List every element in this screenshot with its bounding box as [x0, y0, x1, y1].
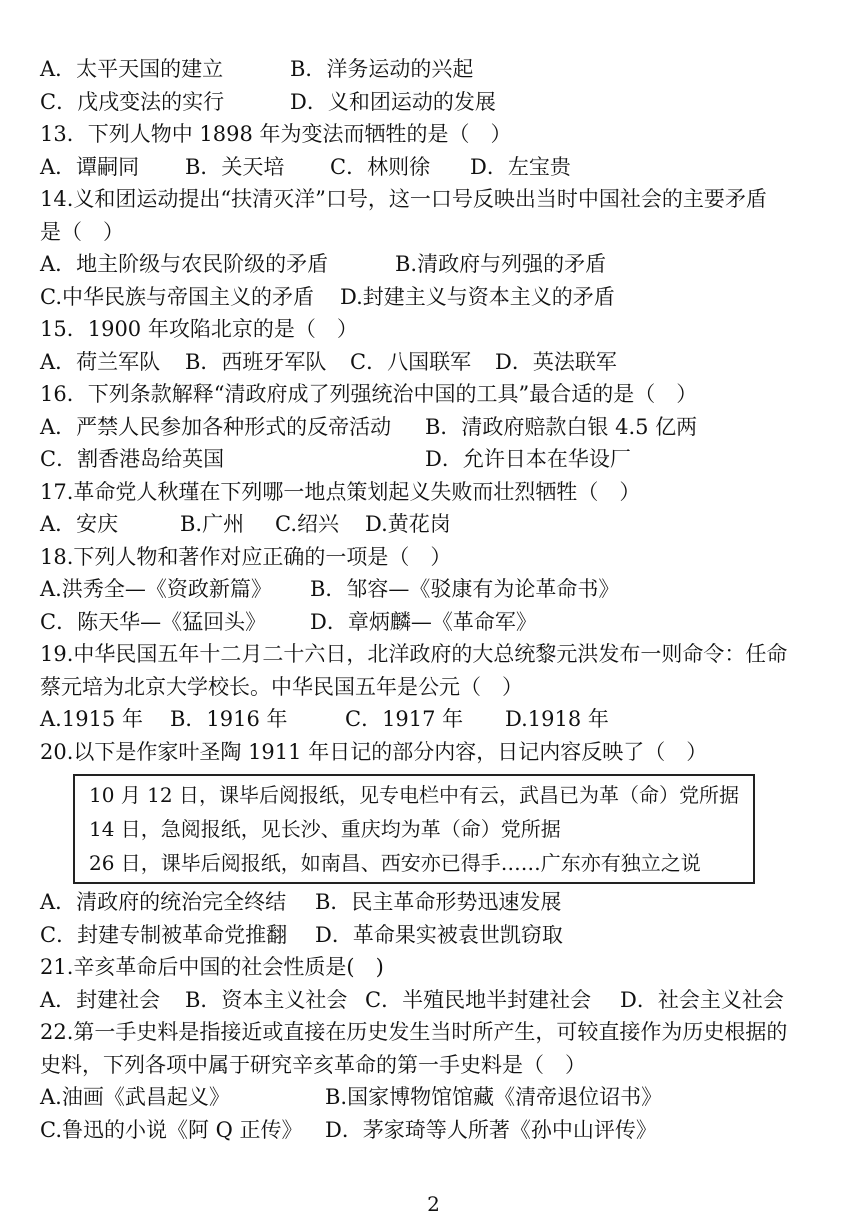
option: B.清政府与列强的矛盾	[395, 252, 607, 276]
option: D．章炳麟—《革命军》	[310, 609, 537, 634]
option: D．革命果实被袁世凯窃取	[315, 922, 563, 947]
option: A．封建社会	[40, 987, 161, 1012]
option: B．清政府赔款白银 4.5 亿两	[425, 414, 698, 439]
option: A．荷兰军队	[40, 349, 161, 374]
option: C.中华民族与帝国主义的矛盾	[40, 284, 314, 309]
question-text: 18.下列人物和著作对应正确的一项是（ ）	[40, 544, 452, 569]
option-row	[40, 1081, 840, 1113]
option: D.封建主义与资本主义的矛盾	[340, 284, 615, 309]
option-row	[40, 86, 840, 118]
option: D.1918 年	[505, 707, 609, 731]
option: A．安庆	[40, 512, 119, 536]
option: B．资本主义社会	[185, 987, 348, 1012]
option-row	[40, 281, 840, 313]
option: D．茅家琦等人所著《孙中山评传》	[325, 1117, 657, 1142]
option: B.广州	[180, 512, 245, 536]
option: B.国家博物馆馆藏《清帝退位诏书》	[325, 1085, 663, 1109]
option: D．左宝贵	[470, 154, 571, 179]
option-row	[40, 1114, 840, 1146]
option: B．洋务运动的兴起	[290, 57, 474, 81]
question-text: 13．下列人物中 1898 年为变法而牺牲的是（ ）	[40, 122, 512, 146]
option-row	[40, 703, 840, 735]
option-row	[40, 411, 840, 443]
option: B．1916 年	[170, 707, 288, 731]
option-row	[40, 346, 840, 378]
option: C．封建专制被革命党推翻	[40, 922, 288, 947]
option: A．清政府的统治完全终结	[40, 890, 287, 914]
option: D.黄花岗	[365, 512, 451, 536]
question-text: 22.第一手史料是指接近或直接在历史发生当时所产生，可较直接作为历史根据的	[40, 1020, 788, 1044]
question-text: 21.辛亥革命后中国的社会性质是( )	[40, 955, 384, 979]
diary-quote-box	[73, 774, 755, 884]
diary-line: 14 日，急阅报纸，见长沙、重庆均为革（命）党所据	[89, 817, 561, 841]
option: C．八国联军	[350, 349, 472, 374]
question-text: 史料，下列各项中属于研究辛亥革命的第一手史料是（ ）	[40, 1052, 586, 1077]
option-row	[40, 248, 840, 280]
option: D．英法联军	[495, 349, 617, 374]
option: B．民主革命形势迅速发展	[315, 890, 562, 914]
question-text: 19.中华民国五年十二月二十六日，北洋政府的大总统黎元洪发布一则命令：任命	[40, 642, 788, 666]
option: A．严禁人民参加各种形式的反帝活动	[40, 414, 392, 439]
diary-line: 26 日，课毕后阅报纸，如南昌、西安亦已得手……广东亦有独立之说	[89, 851, 701, 875]
option-row	[40, 606, 840, 638]
option: C．陈天华—《猛回头》	[40, 609, 267, 634]
option: A.1915 年	[40, 707, 143, 731]
option-row	[40, 443, 840, 475]
question-text: 16．下列条款解释“清政府成了列强统治中国的工具”最合适的是（ ）	[40, 382, 698, 406]
option: C．半殖民地半封建社会	[365, 987, 592, 1012]
option: A．太平天国的建立	[40, 57, 224, 81]
option: C．戊戌变法的实行	[40, 89, 225, 114]
option: C．林则徐	[330, 154, 431, 179]
question-text: 15．1900 年攻陷北京的是（ ）	[40, 317, 358, 341]
option: B．邹容—《驳康有为论革命书》	[310, 577, 620, 601]
page-number: 2	[427, 1192, 440, 1216]
question-text: 14.义和团运动提出“扶清灭洋”口号，这一口号反映出当时中国社会的主要矛盾	[40, 187, 767, 211]
option-row	[40, 151, 840, 183]
option: D．义和团运动的发展	[290, 89, 496, 114]
option: A．谭嗣同	[40, 154, 140, 179]
option-row	[40, 53, 840, 85]
question-text: 蔡元培为北京大学校长。中华民国五年是公元（ ）	[40, 674, 523, 699]
option: C.绍兴	[275, 512, 339, 536]
option: A．地主阶级与农民阶级的矛盾	[40, 252, 329, 276]
option: B．西班牙军队	[185, 349, 327, 374]
diary-line: 10 月 12 日，课毕后阅报纸，见专电栏中有云，武昌已为革（命）党所据	[89, 783, 739, 807]
option: B．关天培	[185, 154, 285, 179]
option-row	[40, 919, 840, 951]
question-text: 20.以下是作家叶圣陶 1911 年日记的部分内容，日记内容反映了（ ）	[40, 739, 708, 764]
question-text: 是（ ）	[40, 219, 124, 244]
option: D．允许日本在华设厂	[425, 447, 631, 471]
option-row	[40, 886, 840, 918]
question-text: 17.革命党人秋瑾在下列哪一地点策划起义失败而壮烈牺牲（ ）	[40, 479, 641, 504]
option: A.油画《武昌起义》	[40, 1085, 230, 1109]
option: C．割香港岛给英国	[40, 447, 225, 471]
option: A.洪秀全—《资政新篇》	[40, 577, 272, 601]
option: C．1917 年	[345, 707, 464, 731]
option: C.鲁迅的小说《阿 Q 正传》	[40, 1117, 303, 1142]
option-row	[40, 508, 840, 540]
option-row	[40, 984, 840, 1016]
option: D．社会主义社会	[620, 987, 784, 1012]
option-row	[40, 573, 840, 605]
